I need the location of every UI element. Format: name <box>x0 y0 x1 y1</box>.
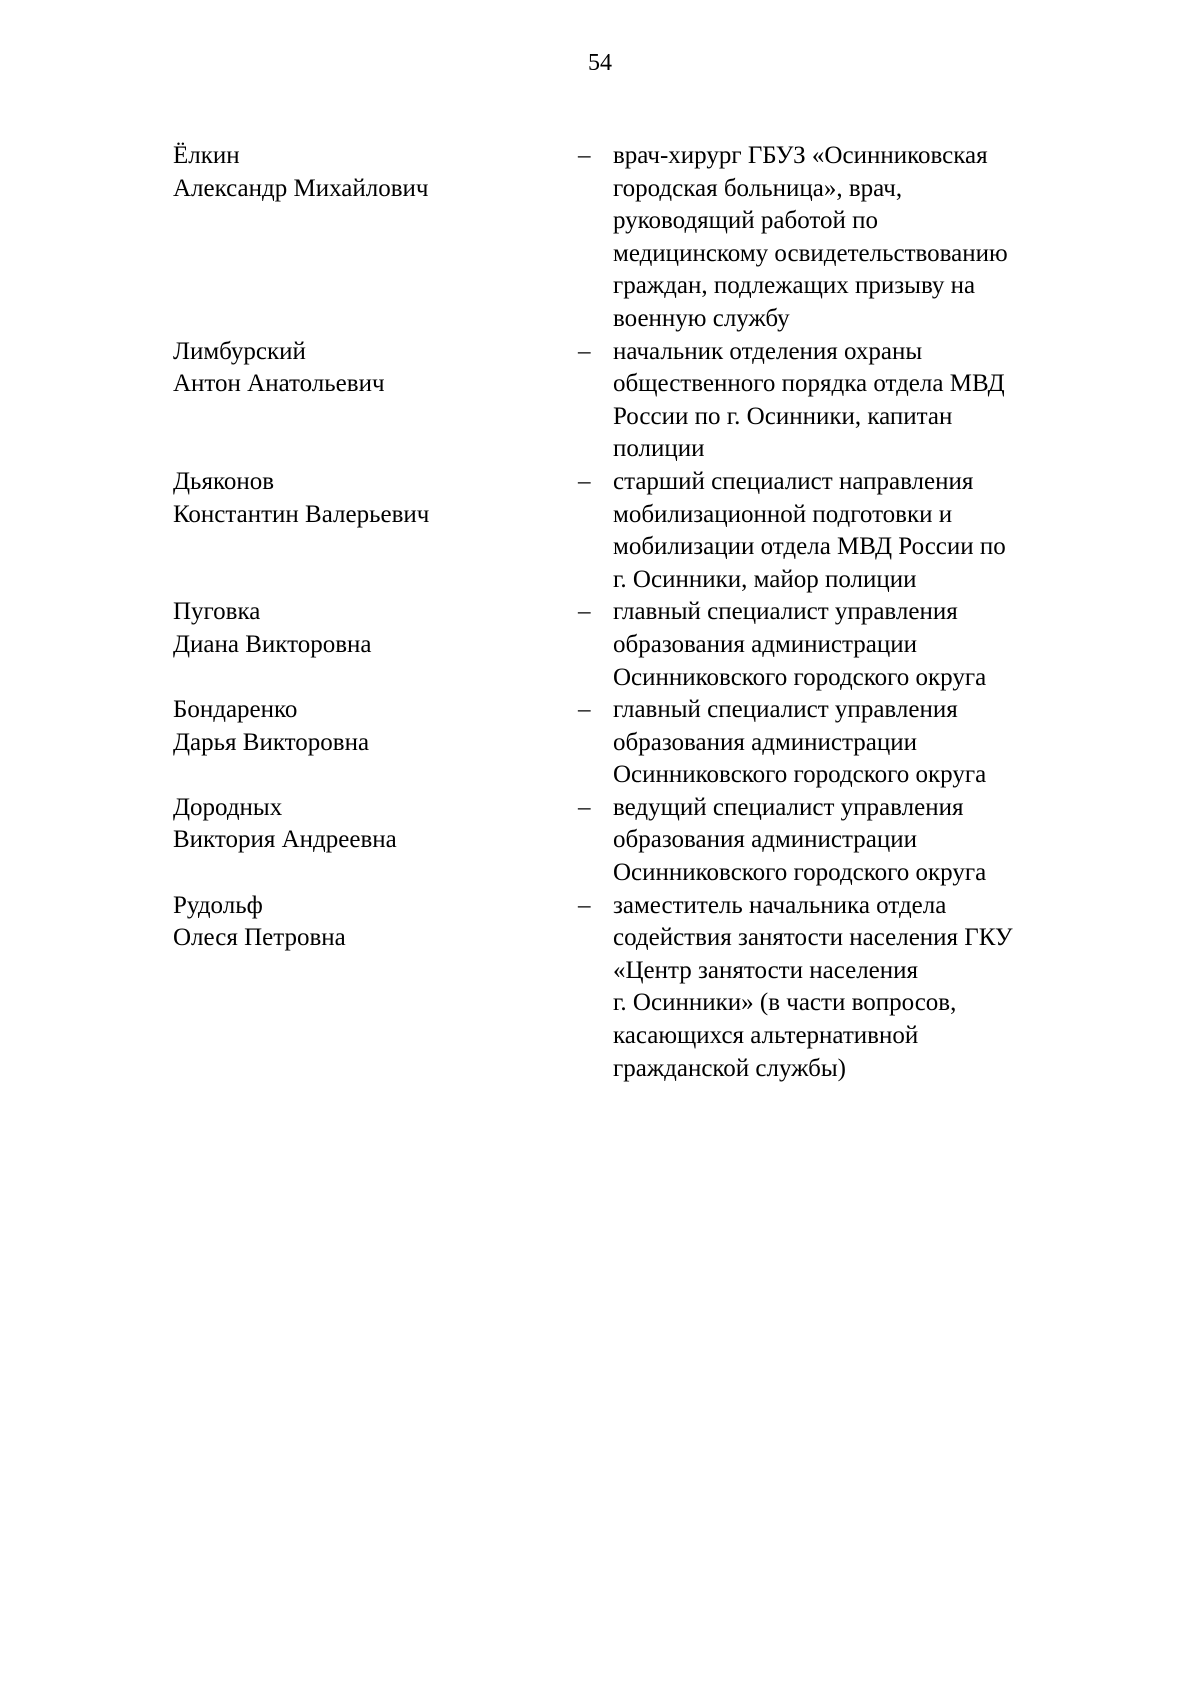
member-position: врач-хирург ГБУЗ «Осинниковская городская больница», врач, руководящий работой по медицинскому освидетельствованию граждан, подлежащих призыву на военную службу <box>613 142 1008 332</box>
member-name <box>173 596 573 694</box>
member-entry <box>173 140 1093 336</box>
member-given-names: Дарья Викторовна <box>173 728 370 756</box>
member-position: главный специалист управления образования администрации Осинниковского городского округа <box>613 696 987 789</box>
member-surname: Дьяконов <box>173 467 275 495</box>
dash-separator: – <box>578 142 591 169</box>
member-given-names: Диана Викторовна <box>173 630 372 658</box>
member-surname: Ёлкин <box>173 142 240 169</box>
member-entry <box>173 694 1093 792</box>
member-position: начальник отделения охраны общественного порядка отдела МВД России по г. Осинники, капитан полиции <box>613 337 1005 463</box>
member-name <box>173 890 573 1086</box>
member-surname: Бондаренко <box>173 696 298 724</box>
member-position: главный специалист управления образования администрации Осинниковского городского округа <box>613 598 987 691</box>
member-surname: Пуговка <box>173 598 261 626</box>
member-position: заместитель начальника отдела содействия занятости населения ГКУ «Центр занятости населения г. Осинники» (в части вопросов, касающихся альтернативной гражданской службы) <box>613 891 1013 1082</box>
commission-members-list <box>173 140 1093 1085</box>
member-given-names: Олеся Петровна <box>173 924 346 952</box>
dash-separator: – <box>578 793 591 821</box>
dash-separator: – <box>578 696 591 724</box>
member-surname: Лимбурский <box>173 337 306 365</box>
member-position: старший специалист направления мобилизационной подготовки и мобилизации отдела МВД России по г. Осинники, майор полиции <box>613 467 1006 593</box>
dash-separator: – <box>578 598 591 626</box>
member-surname: Рудольф <box>173 891 263 919</box>
member-name <box>173 792 573 890</box>
member-entry <box>173 596 1093 694</box>
member-position: ведущий специалист управления образования администрации Осинниковского городского округа <box>613 793 987 887</box>
member-given-names: Виктория Андреевна <box>173 826 397 854</box>
member-entry <box>173 466 1093 596</box>
member-name <box>173 140 573 336</box>
member-name <box>173 336 573 466</box>
dash-separator: – <box>578 467 591 495</box>
member-entry <box>173 890 1093 1086</box>
member-entry <box>173 792 1093 890</box>
member-given-names: Антон Анатольевич <box>173 370 385 398</box>
member-given-names: Александр Михайлович <box>173 174 429 202</box>
dash-separator: – <box>578 891 591 919</box>
member-name <box>173 694 573 792</box>
dash-separator: – <box>578 337 591 365</box>
member-given-names: Константин Валерьевич <box>173 500 430 528</box>
page-number: 54 <box>588 50 612 76</box>
member-surname: Дородных <box>173 793 283 821</box>
member-name <box>173 466 573 596</box>
member-entry <box>173 336 1093 466</box>
